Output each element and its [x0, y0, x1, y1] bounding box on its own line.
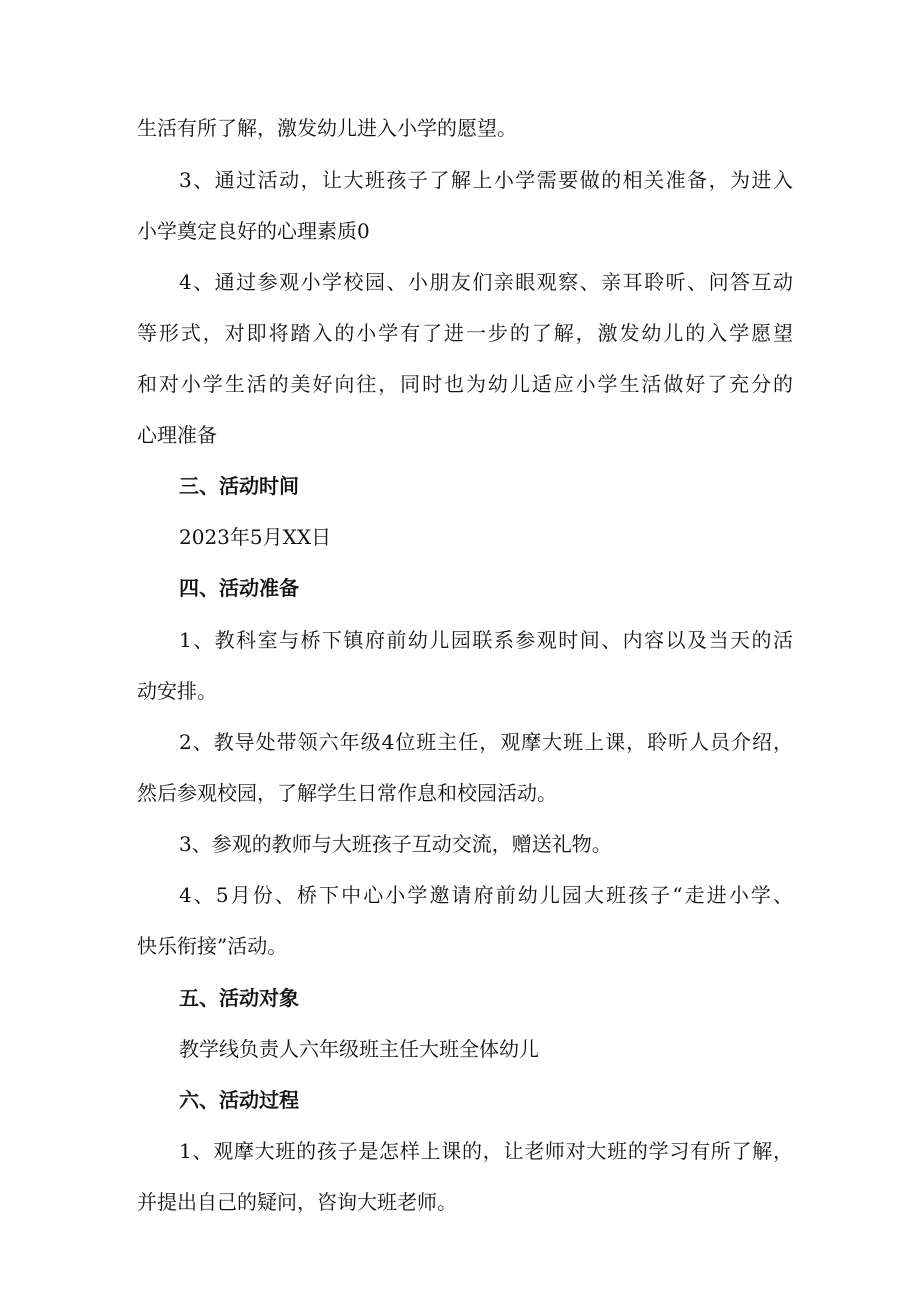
paragraph-line: 等形式，对即将踏入的小学有了进一步的了解，激发幼儿的入学愿望 — [137, 321, 793, 345]
paragraph-line: 并提出自己的疑问，咨询大班老师。 — [137, 1190, 457, 1214]
section-heading-time: 三、活动时间 — [179, 474, 299, 498]
paragraph-line: 3、参观的教师与大班孩子互动交流，赠送礼物。 — [179, 832, 612, 856]
paragraph-line: 然后参观校园，了解学生日常作息和校园活动。 — [137, 781, 557, 805]
paragraph-line: 生活有所了解，激发幼儿进入小学的愿望。 — [137, 116, 517, 140]
paragraph-line: 1、观摩大班的孩子是怎样上课的，让老师对大班的学习有所了解， — [179, 1139, 793, 1163]
section-heading-participants: 五、活动对象 — [179, 986, 299, 1010]
paragraph-line: 心理准备 — [137, 423, 217, 447]
paragraph-line: 2、教导处带领六年级4位班主任，观摩大班上课，聆听人员介绍， — [179, 730, 793, 754]
section-heading-preparation: 四、活动准备 — [179, 576, 299, 600]
paragraph-line: 小学奠定良好的心理素质0 — [137, 219, 370, 243]
paragraph-line: 4、5月份、桥下中心小学邀请府前幼儿园大班孩子“走进小学、 — [179, 883, 793, 907]
paragraph-line: 和对小学生活的美好向往，同时也为幼儿适应小学生活做好了充分的 — [137, 372, 793, 396]
paragraph-line: 1、教科室与桥下镇府前幼儿园联系参观时间、内容以及当天的活 — [179, 628, 793, 652]
event-date: 2023年5月XX日 — [179, 525, 332, 549]
paragraph-line: 教学线负责人六年级班主任大班全体幼儿 — [179, 1037, 539, 1061]
section-heading-process: 六、活动过程 — [179, 1088, 299, 1112]
paragraph-line: 4、通过参观小学校园、小朋友们亲眼观察、亲耳聆听、问答互动 — [179, 270, 793, 294]
paragraph-line: 3、通过活动，让大班孩子了解上小学需要做的相关准备，为进入 — [179, 168, 793, 192]
paragraph-line: 快乐衔接”活动。 — [137, 934, 288, 958]
paragraph-line: 动安排。 — [137, 679, 217, 703]
